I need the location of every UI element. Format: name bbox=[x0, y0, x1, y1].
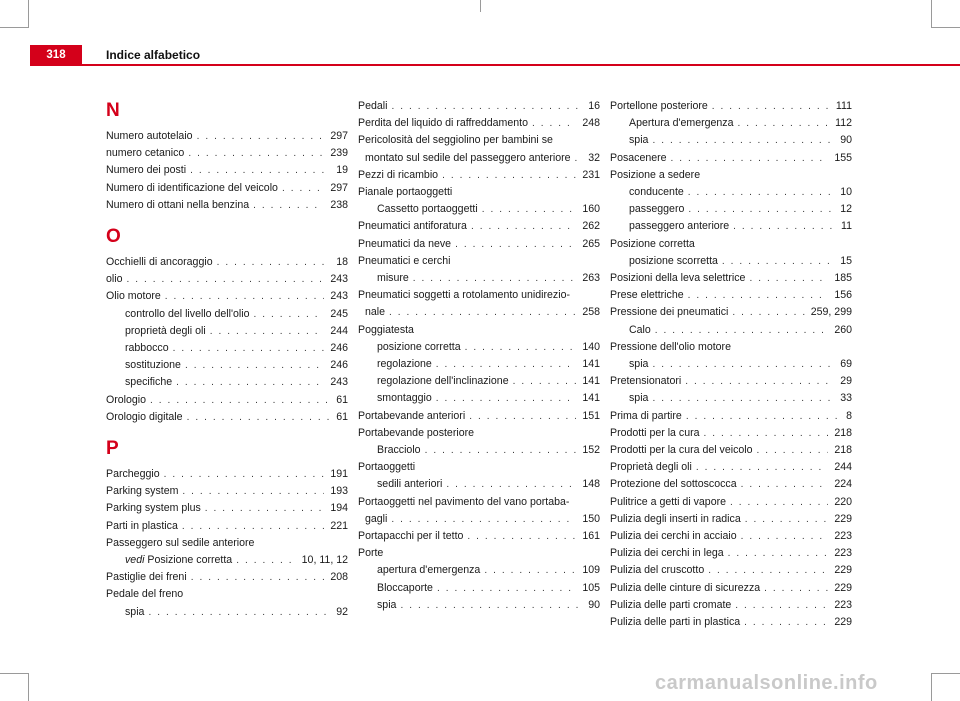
index-entry[interactable]: Pretensionatori . . . 29 bbox=[610, 373, 852, 390]
index-entry[interactable]: numero cetanico . . . 239 bbox=[106, 145, 348, 162]
index-entry[interactable]: Parking system plus . . . 194 bbox=[106, 500, 348, 517]
index-entry[interactable]: Numero di identificazione del veicolo . . . 297 bbox=[106, 180, 348, 197]
index-entry[interactable]: olio . . . 243 bbox=[106, 271, 348, 288]
index-entry[interactable]: Pulizia delle cinture di sicurezza . . . 229 bbox=[610, 580, 852, 597]
index-entry[interactable]: Pulitrice a getti di vapore . . . 220 bbox=[610, 494, 852, 511]
index-heading: Pianale portaoggetti bbox=[358, 186, 453, 199]
index-subentry[interactable]: regolazione dell'inclinazione . . . 141 bbox=[358, 373, 600, 390]
index-subentry[interactable]: posizione scorretta . . . 15 bbox=[610, 253, 852, 270]
index-entry[interactable]: Posizioni della leva selettrice . . . 185 bbox=[610, 270, 852, 287]
page-number: 318 bbox=[30, 45, 82, 66]
index-subentry[interactable]: Bloccaporte . . . 105 bbox=[358, 580, 600, 597]
index-subentry[interactable]: proprietà degli oli . . . 244 bbox=[106, 323, 348, 340]
index-entry[interactable]: nale . . . 258 bbox=[358, 304, 600, 321]
index-column-2 bbox=[358, 98, 600, 614]
index-entry[interactable]: Portabevande anteriori . . . 151 bbox=[358, 408, 600, 425]
watermark: carmanualsonline.info bbox=[655, 672, 878, 694]
index-heading: Pneumatici e cerchi bbox=[358, 254, 451, 267]
index-subentry[interactable]: conducente . . . 10 bbox=[610, 184, 852, 201]
index-entry[interactable]: Portapacchi per il tetto . . . 161 bbox=[358, 528, 600, 545]
index-entry[interactable]: Numero autotelaio . . . 297 bbox=[106, 128, 348, 145]
index-entry-line: Pneumatici soggetti a rotolamento unidirezio- bbox=[358, 289, 570, 302]
index-entry[interactable]: Numero di ottani nella benzina . . . 238 bbox=[106, 197, 348, 214]
crop-mark bbox=[0, 27, 28, 28]
index-heading: Passeggero sul sedile anteriore bbox=[106, 536, 255, 549]
index-subentry[interactable]: spia . . . 69 bbox=[610, 356, 852, 373]
index-heading: Portaoggetti bbox=[358, 461, 416, 474]
index-column-1 bbox=[106, 98, 348, 621]
index-entry[interactable]: Protezione del sottoscocca . . . 224 bbox=[610, 476, 852, 493]
index-heading: Pressione dell'olio motore bbox=[610, 340, 731, 353]
index-subentry[interactable]: apertura d'emergenza . . . 109 bbox=[358, 562, 600, 579]
index-entry[interactable]: Pneumatici antiforatura . . . 262 bbox=[358, 218, 600, 235]
index-entry-line: Pericolosità del seggiolino per bambini se bbox=[358, 134, 553, 147]
crop-mark bbox=[0, 673, 28, 674]
section-letter-p: P bbox=[106, 438, 119, 460]
crop-mark bbox=[932, 673, 960, 674]
index-subentry[interactable]: spia . . . 90 bbox=[610, 132, 852, 149]
page-title: Indice alfabetico bbox=[106, 48, 201, 62]
index-heading: Pedale del freno bbox=[106, 588, 184, 601]
crop-mark bbox=[480, 0, 481, 12]
index-heading: Porte bbox=[358, 547, 384, 560]
index-entry[interactable]: Portellone posteriore . . . 111 bbox=[610, 98, 852, 115]
index-entry[interactable]: Perdita del liquido di raffreddamento . . . 248 bbox=[358, 115, 600, 132]
index-subentry[interactable]: smontaggio . . . 141 bbox=[358, 390, 600, 407]
index-entry[interactable]: Prodotti per la cura . . . 218 bbox=[610, 425, 852, 442]
index-column-3 bbox=[610, 98, 852, 631]
index-heading: Poggiatesta bbox=[358, 323, 414, 336]
index-entry[interactable]: Pulizia del cruscotto . . . 229 bbox=[610, 562, 852, 579]
index-entry[interactable]: Pulizia dei cerchi in acciaio . . . 223 bbox=[610, 528, 852, 545]
index-entry[interactable]: Proprietà degli oli . . . 244 bbox=[610, 459, 852, 476]
index-subentry[interactable]: passeggero . . . 12 bbox=[610, 201, 852, 218]
index-subentry[interactable]: Apertura d'emergenza . . . 112 bbox=[610, 115, 852, 132]
index-crossref[interactable]: vedi Posizione corretta . . . 10, 11, 12 bbox=[106, 552, 348, 569]
index-entry[interactable]: Pulizia degli inserti in radica . . . 229 bbox=[610, 511, 852, 528]
index-entry[interactable]: Prese elettriche . . . 156 bbox=[610, 287, 852, 304]
index-entry[interactable]: Olio motore . . . 243 bbox=[106, 288, 348, 305]
index-entry[interactable]: Pneumatici da neve . . . 265 bbox=[358, 236, 600, 253]
crop-mark bbox=[932, 27, 960, 28]
index-entry[interactable]: Pressione dei pneumatici . . . 259, 299 bbox=[610, 304, 852, 321]
section-letter-n: N bbox=[106, 100, 120, 121]
index-subentry[interactable]: controllo del livello dell'olio . . . 245 bbox=[106, 306, 348, 323]
index-entry[interactable]: Orologio digitale . . . 61 bbox=[106, 409, 348, 426]
index-subentry[interactable]: rabbocco . . . 246 bbox=[106, 340, 348, 357]
crop-mark bbox=[931, 673, 932, 701]
index-subentry[interactable]: Bracciolo . . . 152 bbox=[358, 442, 600, 459]
index-subentry[interactable]: specifiche . . . 243 bbox=[106, 374, 348, 391]
crop-mark bbox=[931, 0, 932, 28]
index-entry[interactable]: Parking system . . . 193 bbox=[106, 483, 348, 500]
index-entry[interactable]: Numero dei posti . . . 19 bbox=[106, 162, 348, 179]
index-entry[interactable]: Prodotti per la cura del veicolo . . . 218 bbox=[610, 442, 852, 459]
index-subentry[interactable]: sostituzione . . . 246 bbox=[106, 357, 348, 374]
index-entry[interactable]: Pezzi di ricambio . . . 231 bbox=[358, 167, 600, 184]
index-entry[interactable]: Occhielli di ancoraggio . . . 18 bbox=[106, 254, 348, 271]
section-letter-o: O bbox=[106, 226, 121, 248]
index-entry[interactable]: Parti in plastica . . . 221 bbox=[106, 518, 348, 535]
index-entry[interactable]: Pulizia dei cerchi in lega . . . 223 bbox=[610, 545, 852, 562]
index-subentry[interactable]: passeggero anteriore . . . 11 bbox=[610, 218, 852, 235]
index-subentry[interactable]: spia . . . 90 bbox=[358, 597, 600, 614]
index-entry-line: Portaoggetti nel pavimento del vano portaba- bbox=[358, 495, 570, 508]
index-entry[interactable]: Pastiglie dei freni . . . 208 bbox=[106, 569, 348, 586]
index-entry[interactable]: Pedali . . . 16 bbox=[358, 98, 600, 115]
index-heading: Portabevande posteriore bbox=[358, 426, 475, 439]
index-entry[interactable]: Prima di partire . . . 8 bbox=[610, 408, 852, 425]
index-subentry[interactable]: posizione corretta . . . 140 bbox=[358, 339, 600, 356]
index-entry[interactable]: Pulizia delle parti cromate . . . 223 bbox=[610, 597, 852, 614]
index-subentry[interactable]: misure . . . 263 bbox=[358, 270, 600, 287]
index-entry[interactable]: gagli . . . 150 bbox=[358, 511, 600, 528]
index-subentry[interactable]: sedili anteriori . . . 148 bbox=[358, 476, 600, 493]
index-subentry[interactable]: spia . . . 92 bbox=[106, 604, 348, 621]
crop-mark bbox=[28, 0, 29, 28]
index-subentry[interactable]: Calo . . . 260 bbox=[610, 322, 852, 339]
index-heading: Posizione corretta bbox=[610, 237, 695, 250]
index-entry[interactable]: Posacenere . . . 155 bbox=[610, 150, 852, 167]
crop-mark bbox=[28, 673, 29, 701]
index-subentry[interactable]: Cassetto portaoggetti . . . 160 bbox=[358, 201, 600, 218]
index-entry[interactable]: Pulizia delle parti in plastica . . . 229 bbox=[610, 614, 852, 631]
index-entry[interactable]: Parcheggio . . . 191 bbox=[106, 466, 348, 483]
index-entry[interactable]: montato sul sedile del passeggero anteriore . . . 32 bbox=[358, 150, 600, 167]
index-heading: Posizione a sedere bbox=[610, 168, 701, 181]
index-subentry[interactable]: regolazione . . . 141 bbox=[358, 356, 600, 373]
index-entry[interactable]: Orologio . . . 61 bbox=[106, 392, 348, 409]
index-subentry[interactable]: spia . . . 33 bbox=[610, 390, 852, 407]
